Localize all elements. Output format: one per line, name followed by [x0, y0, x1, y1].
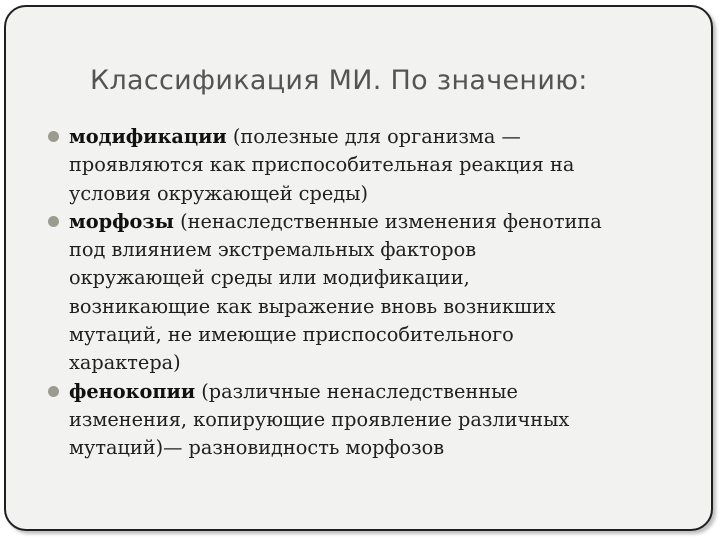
- bullet-line: [69, 208, 686, 236]
- bullet-line: возникающие как выражение вновь возникших: [69, 294, 556, 318]
- bullet-text: (ненаследственные изменения фенотипа: [173, 209, 602, 233]
- bullet-line: мутаций, не имеющие приспособительного: [69, 323, 514, 347]
- bullet-item-morphoses: [46, 208, 686, 378]
- bullet-line: окружающей среды или модификации,: [69, 266, 470, 290]
- bullet-line: проявляются как приспособительная реакция на: [69, 153, 575, 177]
- bullet-dot-icon: [48, 216, 59, 227]
- bullet-line: изменения, копирующие проявление различных: [69, 407, 570, 431]
- bullet-dot-icon: [48, 131, 59, 142]
- bullet-text: (полезные для организма —: [226, 125, 521, 148]
- bullet-dot-icon: [48, 386, 59, 397]
- bullet-term: фенокопии: [69, 379, 196, 403]
- bullet-line: [69, 378, 686, 406]
- bullet-item-phenocopies: [46, 378, 686, 463]
- bullet-text: (различные ненаследственные: [195, 379, 518, 403]
- slide-title: Классификация МИ. По значению:: [90, 65, 588, 96]
- bullet-line: мутаций)— разновидность морфозов: [69, 436, 445, 460]
- bullet-term: морфозы: [69, 209, 174, 233]
- bullet-item-modifications: [46, 123, 686, 208]
- slide-card: [4, 5, 713, 531]
- bullet-term: модификации: [69, 125, 227, 148]
- bullet-line: условия окружающей среды): [69, 181, 368, 205]
- bullet-list: [46, 123, 686, 463]
- bullet-line: характера): [69, 351, 181, 375]
- bullet-line: под влиянием экстремальных факторов: [69, 238, 477, 262]
- bullet-line: [69, 123, 686, 151]
